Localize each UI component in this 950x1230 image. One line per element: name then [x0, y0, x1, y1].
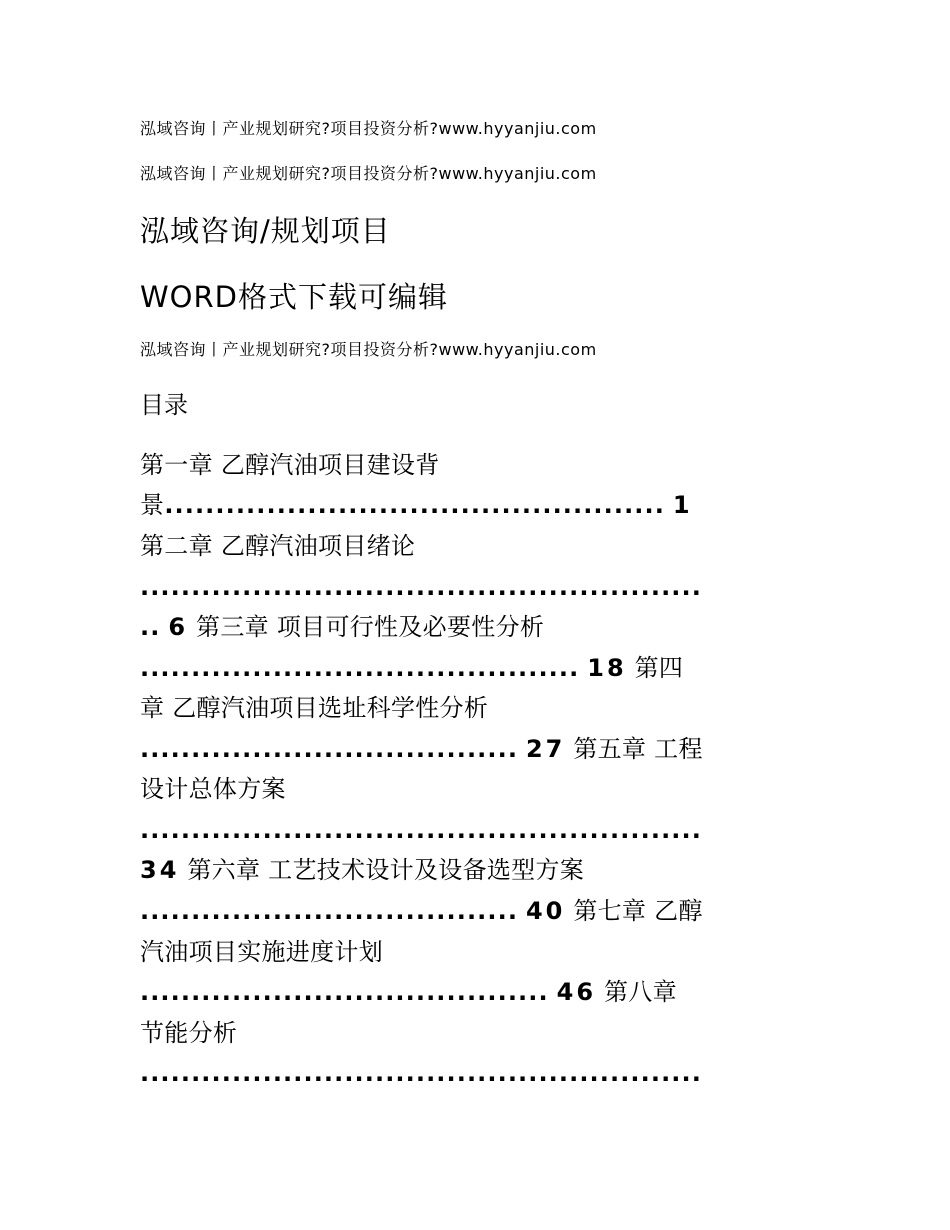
toc-line [140, 818, 702, 842]
toc-line [140, 493, 693, 517]
toc-line [140, 575, 702, 599]
toc-page-number: 18 [587, 654, 627, 682]
header-line: 泓域咨询丨产业规划研究?项目投资分析?www.hyyanjiu.com [140, 164, 597, 183]
toc-text: 章 乙醇汽油项目选址科学性分析 [140, 694, 489, 722]
toc-text: 第一章 乙醇汽油项目建设背 [140, 451, 440, 479]
toc-leader-dots: ................................................. [164, 491, 665, 519]
toc-line [140, 696, 488, 720]
toc-line [140, 899, 703, 923]
toc-leader-dots: .. [140, 613, 161, 641]
toc-heading: 目录 [140, 391, 188, 419]
toc-text: 景 [140, 491, 165, 519]
toc-text: 第三章 项目可行性及必要性分析 [196, 613, 545, 641]
toc-text: 汽油项目实施进度计划 [140, 938, 383, 966]
toc-text: 节能分析 [140, 1019, 238, 1047]
toc-page-number: 1 [672, 491, 693, 519]
toc-leader-dots: ..................................... [140, 897, 519, 925]
toc-text: 设计总体方案 [140, 775, 286, 803]
toc-leader-dots: ........................................... [140, 654, 580, 682]
toc-text: 第八章 [603, 978, 677, 1006]
toc-text: 第七章 乙醇 [573, 897, 703, 925]
toc-line [140, 737, 703, 761]
toc-text: 第二章 乙醇汽油项目绪论 [140, 532, 416, 560]
document-subtitle: WORD格式下载可编辑 [140, 280, 448, 314]
toc-text: 第五章 工程 [573, 735, 703, 763]
toc-line [140, 453, 440, 477]
toc-leader-dots: ........................................ [140, 978, 549, 1006]
toc-leader-dots: ....................................................... [140, 816, 702, 844]
toc-leader-dots: ....................................................... [140, 1059, 702, 1087]
header-line: 泓域咨询丨产业规划研究?项目投资分析?www.hyyanjiu.com [140, 340, 597, 359]
toc-page-number: 40 [525, 897, 566, 925]
toc-page-number: 6 [168, 613, 189, 641]
toc-leader-dots: ..................................... [140, 735, 519, 763]
toc-text: 第六章 工艺技术设计及设备选型方案 [187, 856, 585, 884]
toc-line [140, 858, 584, 882]
header-line: 泓域咨询丨产业规划研究?项目投资分析?www.hyyanjiu.com [140, 119, 597, 138]
toc-line [140, 1021, 237, 1045]
toc-text: 第四 [634, 654, 684, 682]
toc-page-number: 34 [140, 856, 180, 884]
toc-line [140, 656, 683, 680]
toc-page-number: 46 [556, 978, 597, 1006]
toc-line [140, 1061, 702, 1085]
document-title: 泓域咨询/规划项目 [140, 214, 391, 248]
toc-line [140, 615, 544, 639]
toc-line [140, 980, 677, 1004]
toc-page-number: 27 [525, 735, 566, 763]
toc-line [140, 940, 383, 964]
toc-line [140, 534, 415, 558]
toc-leader-dots: ....................................................... [140, 573, 702, 601]
toc-line [140, 777, 286, 801]
